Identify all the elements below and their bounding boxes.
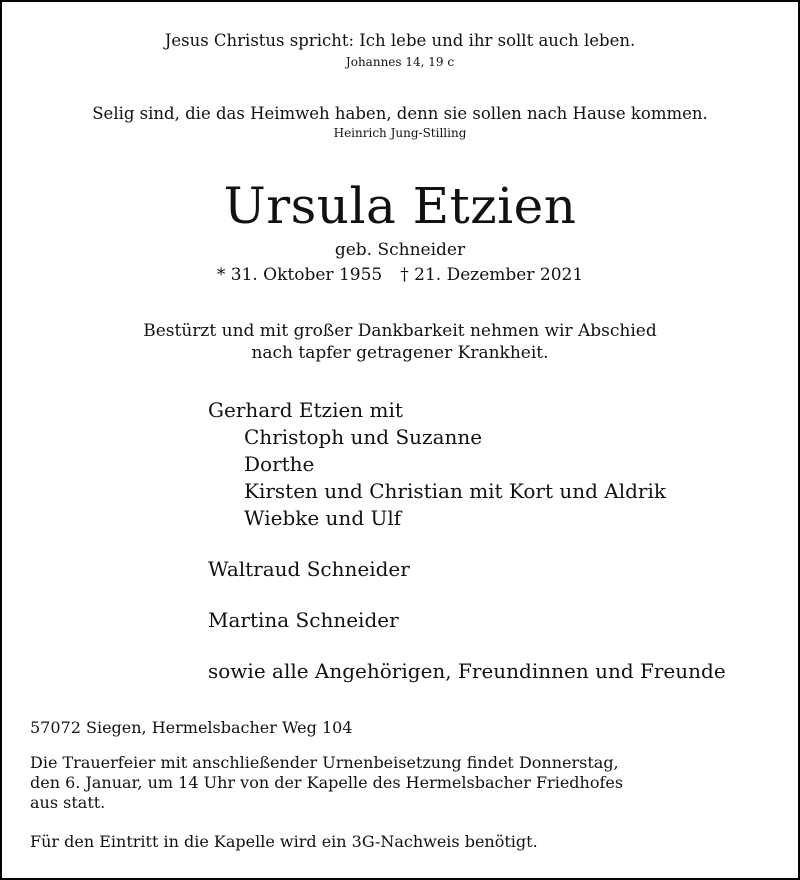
- family-others: sowie alle Angehörigen, Freundinnen und Freunde: [208, 659, 726, 683]
- ceremony-line-1: Die Trauerfeier mit anschließender Urnenbeisetzung findet Donnerstag,: [30, 753, 619, 772]
- verse-1-text: Jesus Christus spricht: Ich lebe und ihr sollt auch leben.: [164, 31, 636, 50]
- intro-line-2: nach tapfer getragener Krankheit.: [251, 343, 549, 363]
- verse-2-text: Selig sind, die das Heimweh haben, denn sie sollen nach Hause kommen.: [92, 104, 708, 123]
- ceremony-line-2: den 6. Januar, um 14 Uhr von der Kapelle des Hermelsbacher Friedhofes: [30, 773, 624, 792]
- family-relative: Martina Schneider: [208, 608, 399, 632]
- family-child: Christoph und Suzanne: [244, 425, 483, 449]
- birth-date: * 31. Oktober 1955: [216, 265, 383, 285]
- intro-line-1: Bestürzt und mit großer Dankbarkeit nehmen wir Abschied: [143, 321, 657, 341]
- life-dates: [2, 265, 798, 285]
- family-child: Kirsten und Christian mit Kort und Aldrik: [244, 479, 666, 503]
- family-relative: Waltraud Schneider: [208, 557, 410, 581]
- deceased-name: Ursula Etzien: [223, 177, 577, 235]
- death-date: † 21. Dezember 2021: [400, 265, 584, 285]
- verse-1-source: Johannes 14, 19 c: [345, 55, 455, 69]
- ceremony-line-3: aus statt.: [30, 793, 106, 812]
- verse-2-source: Heinrich Jung-Stilling: [333, 126, 467, 140]
- family-spouse: Gerhard Etzien mit: [208, 398, 403, 422]
- entry-notice: Für den Eintritt in die Kapelle wird ein 3G-Nachweis benötigt.: [30, 832, 538, 851]
- family-child: Wiebke und Ulf: [244, 506, 402, 530]
- mourning-address: 57072 Siegen, Hermelsbacher Weg 104: [30, 718, 353, 737]
- family-child: Dorthe: [244, 452, 315, 476]
- maiden-name: geb. Schneider: [334, 240, 466, 260]
